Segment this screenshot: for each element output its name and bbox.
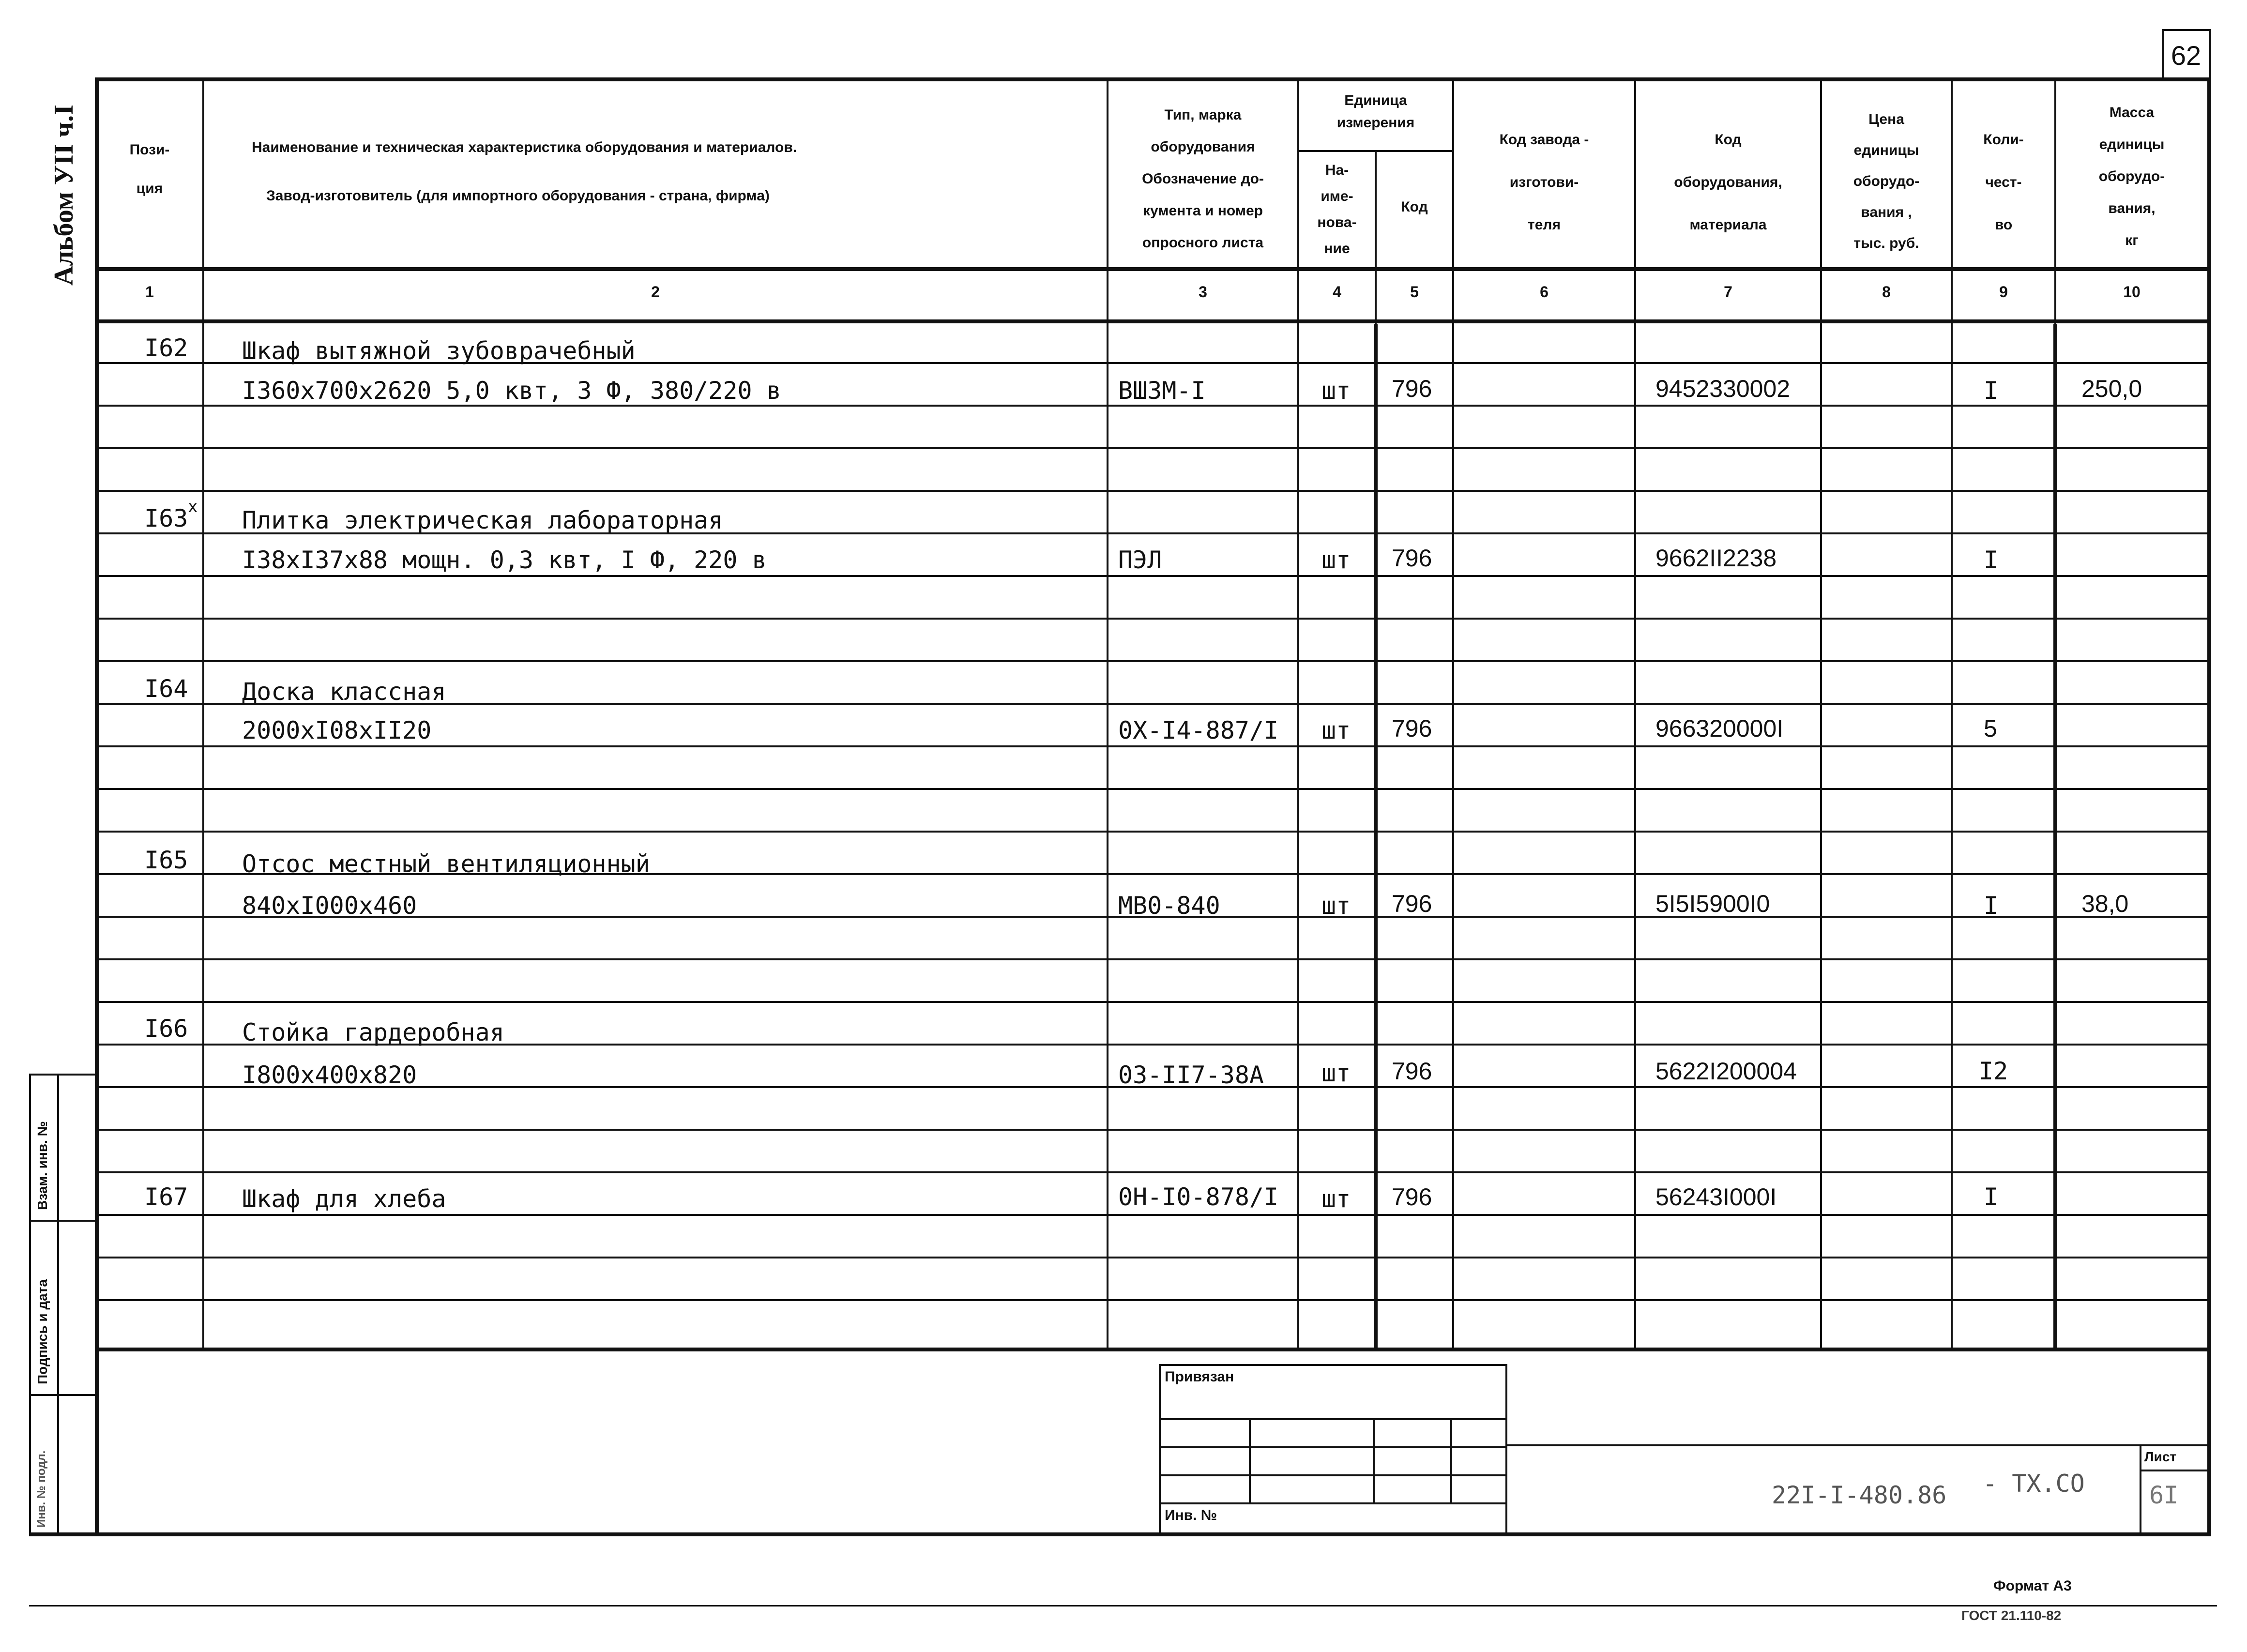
header-col8: Цена единицы оборудо- вания , тыс. руб. [1853, 111, 1920, 251]
item-code: 56243I000I [1655, 1183, 1777, 1211]
item-position: I62 [144, 334, 188, 362]
item-code: 9662II2238 [1655, 545, 1777, 572]
stamp-inv-label: Инв. № [1165, 1507, 1217, 1523]
item-qty: I [1984, 892, 1999, 920]
item-qty: I [1984, 377, 1999, 405]
item-spec: 840xI000x460 [242, 892, 417, 920]
stamp-line [1159, 1418, 1507, 1420]
item-unit-code: 796 [1392, 375, 1432, 402]
col-line-2 [1107, 77, 1108, 1350]
item-unit-code: 796 [1392, 890, 1432, 917]
header-col3: Тип, марка оборудования Обозначение до- кумента и номер опросного листа [1142, 107, 1264, 251]
stamp-line [2140, 1470, 2210, 1471]
header-col10: Масса единицы оборудо- вания, кг [2098, 105, 2165, 248]
side-label-signature: Подпись и дата [35, 1279, 50, 1384]
item-type: 03-II7-38А [1118, 1061, 1264, 1089]
frame-top [96, 77, 2211, 81]
item-code: 5622I200004 [1655, 1058, 1797, 1085]
item-type: 0Х-I4-887/I [1118, 716, 1279, 744]
sheet-number-box-top [2162, 29, 2210, 31]
thick-col5-left [1374, 324, 1378, 1349]
item-mass: 38,0 [2081, 890, 2129, 917]
item-unit: шт [1321, 716, 1351, 744]
colnum-8: 8 [1882, 283, 1891, 301]
colnum-10: 10 [2123, 283, 2141, 301]
item-unit-code: 796 [1392, 1183, 1432, 1211]
col-line-5 [1452, 77, 1454, 1350]
item-spec: I38xI37x88 мощн. 0,3 квт, I Ф, 220 в [242, 546, 767, 574]
side-stamp-line [29, 1074, 97, 1076]
sheet-number: 62 [2171, 40, 2201, 71]
row-line [96, 788, 2211, 790]
stamp-line [1159, 1446, 1507, 1448]
row-line [96, 660, 2211, 662]
item-qty: I2 [1979, 1057, 2008, 1085]
footer-cut-line [29, 1605, 2217, 1607]
item-name: Плитка электрическая лабораторная [242, 506, 723, 534]
item-type: МВ0-840 [1118, 892, 1220, 920]
row-line [96, 1257, 2211, 1258]
stamp-doc-code: 22I-I-480.86 [1772, 1481, 1947, 1509]
item-unit: шт [1321, 1185, 1351, 1213]
item-qty: 5 [1984, 715, 1997, 742]
row-line [96, 405, 2211, 407]
item-name: Шкаф для хлеба [242, 1185, 446, 1213]
row-line [96, 1171, 2211, 1173]
frame-right [2207, 77, 2211, 1534]
item-unit: шт [1321, 1059, 1351, 1087]
item-code: 966320000I [1655, 715, 1784, 742]
format-line2: ГОСТ 21.110-82 [1961, 1608, 2062, 1623]
item-unit: шт [1321, 892, 1351, 920]
stamp-line [1505, 1444, 2211, 1446]
stamp-line [1159, 1474, 1507, 1476]
stamp-line [2140, 1444, 2141, 1533]
header-unit-group: Единица измерения [1336, 92, 1415, 131]
row-line [96, 1129, 2211, 1131]
stamp-list-label: Лист [2144, 1449, 2177, 1464]
colnum-2: 2 [651, 283, 660, 301]
item-name: Отсос местный вентиляционный [242, 850, 650, 878]
side-label-inv: Инв. № подл. [35, 1450, 48, 1528]
item-name: Шкаф вытяжной зубоврачебный [242, 337, 636, 365]
item-unit: шт [1321, 377, 1351, 405]
header-col2: Наименование и техническая характеристика оборудования и материалов. Завод-изготовитель (для импортного оборудования - страна, фирма) [252, 139, 797, 204]
item-code: 5I5I5900I0 [1655, 890, 1770, 917]
col-line-8 [1951, 77, 1953, 1350]
item-spec: I800x400x820 [242, 1061, 417, 1089]
colnum-5: 5 [1410, 283, 1419, 301]
item-name: Доска классная [242, 678, 446, 706]
colnum-4: 4 [1333, 283, 1341, 301]
item-position: I65 [144, 846, 188, 874]
side-label-vzam: Взам. инв. № [35, 1121, 50, 1210]
row-line [96, 958, 2211, 960]
row-line [96, 575, 2211, 577]
item-type: ВШЗМ-I [1118, 377, 1206, 405]
colnum-bottom-line [96, 319, 2211, 323]
item-type: 0Н-I0-878/I [1118, 1183, 1279, 1211]
header-col7: Код оборудования, материала [1674, 132, 1782, 233]
stamp-line [1505, 1364, 1507, 1533]
item-unit: шт [1321, 546, 1351, 574]
stamp-line [1159, 1502, 1507, 1504]
table-bottom-line [96, 1348, 2211, 1351]
stamp-line [1450, 1418, 1452, 1502]
header-col6: Код завода - изготови- теля [1499, 132, 1589, 233]
item-qty: I [1984, 1183, 1999, 1211]
item-qty: I [1984, 546, 1999, 574]
row-line [96, 490, 2211, 492]
header-col4: На- име- нова- ние [1317, 162, 1357, 257]
item-type: ПЭЛ [1118, 546, 1162, 574]
side-stamp-line [29, 1220, 97, 1222]
col-line-1 [202, 77, 204, 1350]
item-mass: 250,0 [2081, 375, 2142, 402]
row-line [96, 1214, 2211, 1216]
frame-bottom [29, 1532, 2211, 1536]
stamp-line [1159, 1364, 1161, 1533]
item-name: Стойка гардеробная [242, 1018, 504, 1046]
colnum-7: 7 [1724, 283, 1732, 301]
item-spec: 2000xI08xII20 [242, 716, 432, 744]
item-unit-code: 796 [1392, 715, 1432, 742]
col-line-7 [1820, 77, 1822, 1350]
item-spec: I360x700x2620 5,0 квт, 3 Ф, 380/220 в [242, 377, 781, 405]
row-line [96, 618, 2211, 620]
stamp-line [1159, 1364, 1507, 1366]
header-col1: Пози- ция [129, 142, 170, 197]
item-position: I66 [144, 1015, 188, 1043]
item-unit-code: 796 [1392, 545, 1432, 572]
side-stamp-line [57, 1074, 59, 1533]
stamp-line [1249, 1418, 1251, 1502]
colnum-1: 1 [145, 283, 154, 301]
item-position: I63 [144, 504, 188, 532]
col-line-3 [1297, 77, 1299, 1350]
side-stamp-line [29, 1394, 97, 1396]
stamp-line [1373, 1418, 1375, 1502]
col-line-6 [1634, 77, 1636, 1350]
header-col9: Коли- чест- во [1983, 132, 2024, 233]
item-position-mark: x [188, 497, 198, 516]
colnum-3: 3 [1199, 283, 1207, 301]
side-stamp-line [29, 1074, 31, 1533]
stamp-privyazan-label: Привязан [1165, 1369, 1234, 1385]
thick-col10-left [2053, 324, 2057, 1349]
item-code: 9452330002 [1655, 375, 1791, 402]
row-line [96, 447, 2211, 449]
row-line [96, 831, 2211, 833]
header-bottom-line [96, 267, 2211, 271]
format-line1: Формат А3 [1993, 1578, 2072, 1594]
item-unit-code: 796 [1392, 1058, 1432, 1085]
row-line [96, 745, 2211, 747]
stamp-doc-suffix: - ТХ.СО [1983, 1470, 2085, 1498]
item-position: I67 [144, 1183, 188, 1211]
header-col5: Код [1401, 199, 1428, 215]
colnum-9: 9 [1999, 283, 2008, 301]
stamp-list-value: 6I [2149, 1481, 2179, 1509]
item-position: I64 [144, 675, 188, 703]
album-label: Альбом УII ч.I [49, 105, 79, 286]
row-line [96, 1001, 2211, 1003]
colnum-6: 6 [1540, 283, 1549, 301]
row-line [96, 1299, 2211, 1301]
